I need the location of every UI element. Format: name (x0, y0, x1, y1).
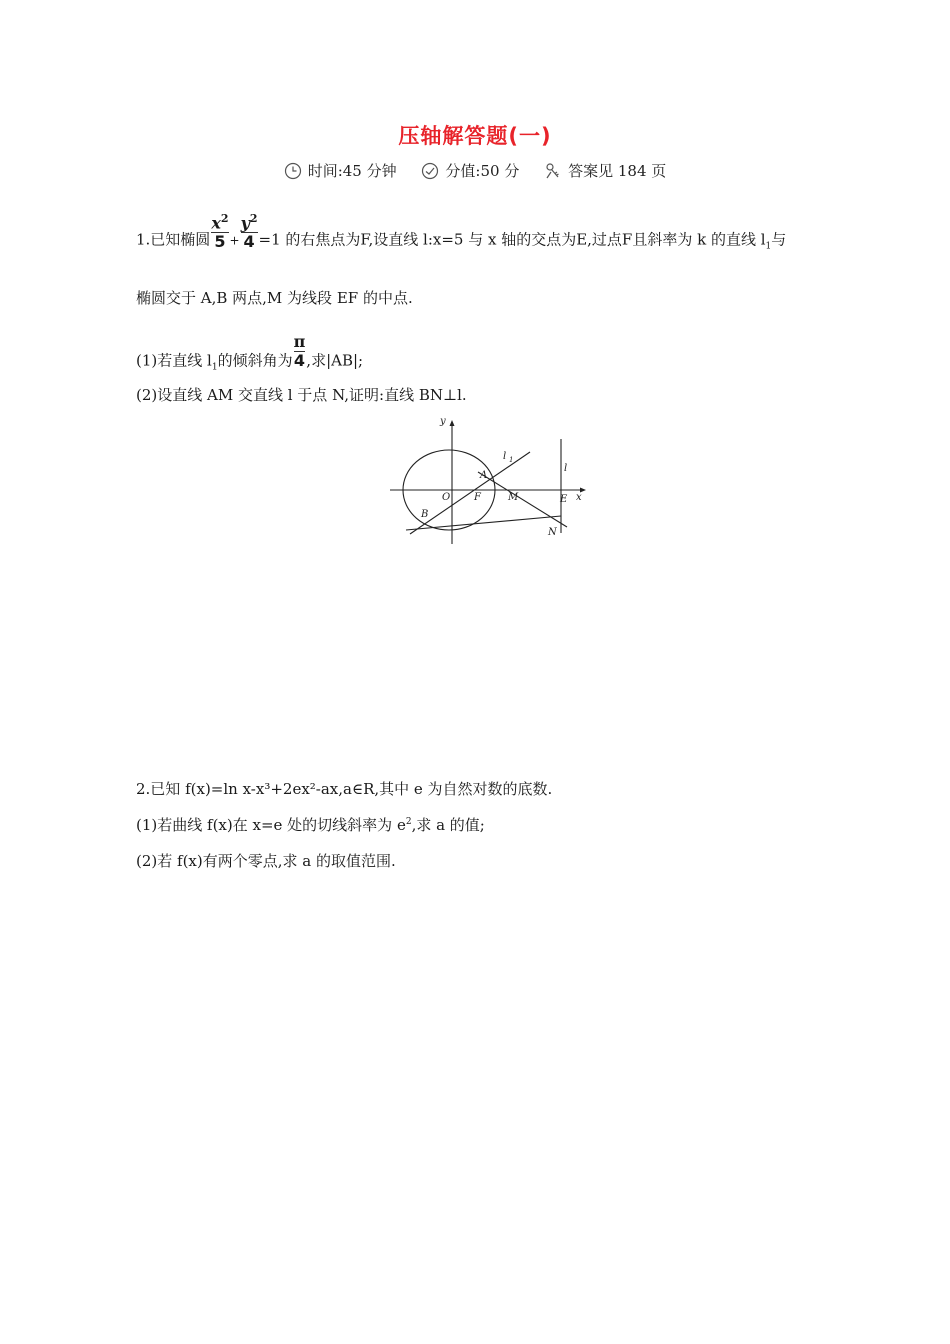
q1-part1-c: ,求|AB|; (306, 351, 364, 370)
answer-info (544, 160, 666, 181)
q1-line1 (136, 212, 787, 261)
label-o: O (442, 492, 451, 503)
q2-part2: (2)若 f(x)有两个零点,求 a 的取值范围. (136, 852, 396, 870)
frac1-sup: 2 (220, 212, 229, 225)
label-y: y (440, 416, 446, 427)
label-x: x (576, 492, 582, 503)
segment-bn (406, 516, 561, 530)
l1-subscript: 1 (765, 241, 772, 252)
check-circle-icon (421, 162, 439, 180)
frac2-den: 4 (243, 232, 255, 252)
label-l1-sub: 1 (509, 456, 514, 464)
y-axis-arrow (450, 420, 455, 426)
ellipse-figure (388, 412, 588, 547)
label-n: N (548, 527, 557, 538)
clock-icon (284, 162, 302, 180)
plus-sign: + (229, 233, 240, 248)
label-l1: l (503, 451, 507, 462)
label-f: F (474, 492, 481, 503)
label-m: M (508, 492, 519, 503)
score-info (421, 160, 519, 181)
q1-part1 (136, 332, 364, 380)
label-a: A (480, 470, 488, 481)
label-e: E (560, 494, 568, 505)
q1-part1-a: (1)若直线 l (136, 351, 212, 370)
meta-row (0, 160, 950, 184)
frac1-den: 5 (214, 232, 226, 252)
pi-den: 4 (293, 351, 305, 370)
l1-subscript-2: 1 (211, 362, 218, 373)
time-info (284, 160, 397, 181)
q2-part1-a: (1)若曲线 f(x)在 x=e 处的切线斜率为 e (136, 816, 406, 834)
frac2-num: y (240, 213, 250, 233)
line-am (478, 472, 567, 527)
frac-pi-over-4 (294, 333, 306, 370)
q1-line2: 椭圆交于 A,B 两点,M 为线段 EF 的中点. (136, 289, 413, 307)
q1-intro-c: 与 (771, 230, 787, 249)
q1-intro-a: 1.已知椭圆 (136, 230, 211, 249)
time-label: 时间:45 分钟 (307, 162, 397, 180)
label-l: l (564, 463, 568, 474)
q2-part1 (136, 814, 485, 835)
q2-line1: 2.已知 f(x)=ln x-x³+2ex²-ax,a∈R,其中 e 为自然对数的底数. (136, 780, 553, 798)
q1-intro-b: =1 的右焦点为F,设直线 l:x=5 与 x 轴的交点为E,过点F且斜率为 k 的直线 l (258, 230, 766, 249)
score-label: 分值:50 分 (445, 162, 520, 180)
label-b: B (421, 509, 429, 520)
answer-label: 答案见 184 页 (568, 162, 667, 180)
frac-x2-over-5 (211, 210, 228, 251)
frac2-sup: 2 (249, 212, 258, 225)
q1-part2: (2)设直线 AM 交直线 l 于点 N,证明:直线 BN⊥l. (136, 386, 467, 404)
pi-num: π (293, 332, 306, 351)
frac-y2-over-4 (241, 210, 258, 251)
frac1-num: x (211, 213, 221, 233)
q1-part1-b: 的倾斜角为 (217, 351, 293, 370)
key-icon (544, 162, 562, 180)
e2-superscript: 2 (405, 817, 412, 827)
page-title: 压轴解答题(一) (398, 124, 552, 148)
q2-part1-b: ,求 a 的值; (411, 816, 485, 834)
